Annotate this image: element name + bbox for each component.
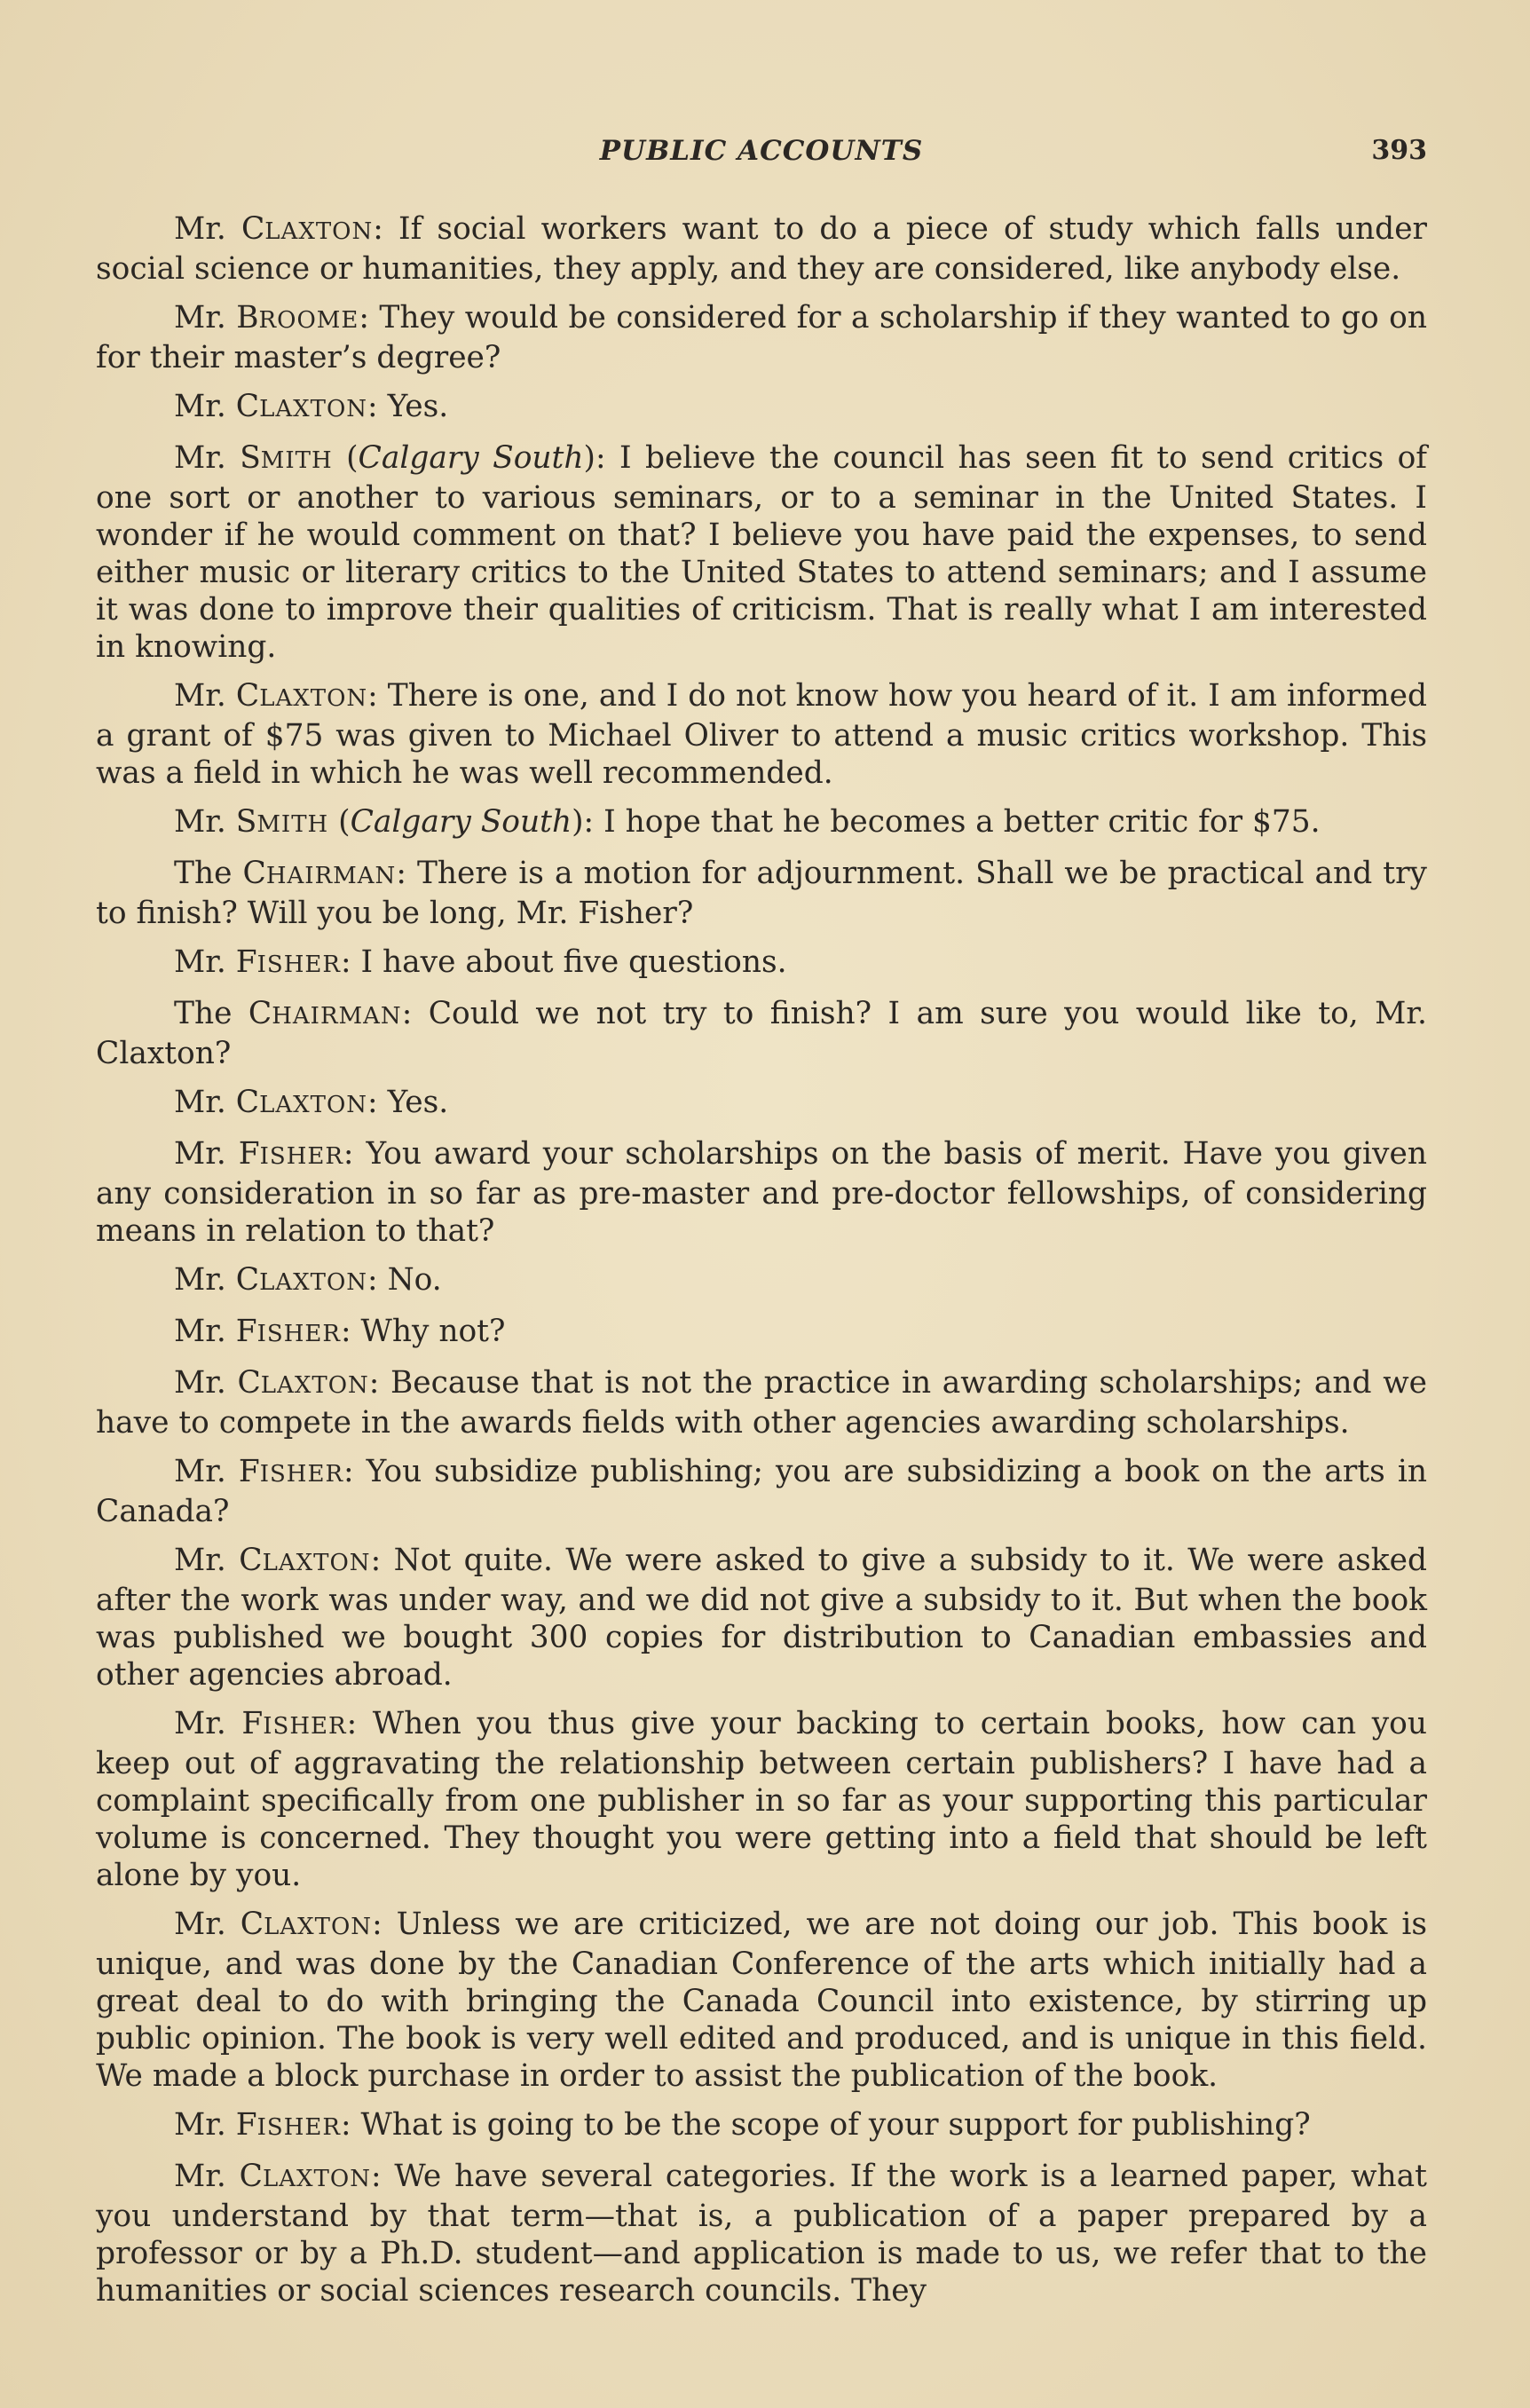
speaker-honorific: Mr. xyxy=(174,1706,226,1741)
speech-text: When you thus give your backing to certain books, how can you keep out of aggravating the relationship between certain publishers? I have had a complaint specifically from one publisher in so far as your supporting this particular volume is concerned. They thought you were getting into a field that should be left alone by you. xyxy=(96,1706,1427,1893)
speaker-initial: C xyxy=(248,996,272,1031)
speaker-honorific: Mr. xyxy=(174,389,226,424)
speaker-name: Mr. FISHER: xyxy=(174,944,361,980)
speaker-surname: ISHER xyxy=(256,1321,341,1347)
speaker-name: Mr. CLAXTON: xyxy=(174,1365,390,1401)
speaker-name: Mr. BROOME: xyxy=(174,300,380,336)
speaker-initial: C xyxy=(239,1543,263,1578)
speaker-surname: HAIRMAN xyxy=(272,1003,402,1030)
speaker-honorific: Mr. xyxy=(174,944,226,980)
speaker-name: Mr. CLAXTON: xyxy=(174,1543,394,1578)
speech-text: Because that is not the practice in awarding scholarships; and we have to compete in the awards fields with other agencies awarding scholarships. xyxy=(96,1365,1427,1441)
testimony-paragraph xyxy=(96,677,1427,792)
testimony-paragraph xyxy=(96,1906,1427,2095)
speaker-name: Mr. CLAXTON: xyxy=(174,211,398,247)
testimony-paragraph xyxy=(96,388,1427,428)
speaker-surname: ISHER xyxy=(256,951,341,978)
speaker-surname: LAXTON xyxy=(264,218,374,245)
speaker-name: The CHAIRMAN: xyxy=(174,996,429,1031)
testimony-paragraph xyxy=(96,1261,1427,1301)
speaker-surname: ISHER xyxy=(259,1461,344,1488)
speech-text: You subsidize publishing; you are subsidizing a book on the arts in Canada? xyxy=(96,1454,1427,1529)
speaker-honorific: Mr. xyxy=(174,1136,226,1172)
testimony-paragraph xyxy=(96,1084,1427,1124)
speaker-honorific: Mr. xyxy=(174,440,226,476)
speaker-initial: F xyxy=(235,944,257,980)
testimony-paragraph xyxy=(96,210,1427,288)
speaker-initial: C xyxy=(240,1907,264,1942)
speech-text: If social workers want to do a piece of study which falls under social science or humanities, they apply, and they are considered, like anybody else. xyxy=(96,211,1427,287)
speaker-name: Mr. FISHER: xyxy=(174,1706,373,1741)
speech-text: They would be considered for a scholarship if they wanted to go on for their master’s degree? xyxy=(96,300,1427,375)
speaker-surname: MITH xyxy=(260,447,333,474)
speaker-name: Mr. FISHER: xyxy=(174,1136,367,1172)
speaker-surname: LAXTON xyxy=(259,1092,368,1118)
speech-text: I hope that he becomes a better critic for $75. xyxy=(603,804,1321,840)
speech-text: You award your scholarships on the basis of merit. Have you given any consideration in so far as pre-master and pre-doctor fellowships, of considering means in relation to that? xyxy=(96,1136,1427,1249)
speaker-initial: F xyxy=(235,2107,257,2143)
speaker-initial: C xyxy=(235,1085,260,1120)
speech-text: Could we not try to finish? I am sure you would like to, Mr. Claxton? xyxy=(96,996,1427,1071)
speaker-initial: C xyxy=(235,678,260,714)
speaker-surname: ISHER xyxy=(256,2114,341,2141)
testimony-paragraph xyxy=(96,2106,1427,2146)
speaker-constituency: Calgary South xyxy=(350,804,572,840)
speaker-honorific: The xyxy=(174,996,233,1031)
testimony-paragraph xyxy=(96,2158,1427,2309)
speaker-name: Mr. SMITH (Calgary South): xyxy=(174,440,619,476)
speaker-initial: F xyxy=(238,1454,260,1489)
speaker-name: Mr. CLAXTON: xyxy=(174,1907,397,1942)
speaker-initial: C xyxy=(235,389,260,424)
speaker-surname: LAXTON xyxy=(262,1550,371,1576)
speaker-surname: ISHER xyxy=(263,1713,347,1740)
speaker-honorific: Mr. xyxy=(174,1314,226,1349)
testimony-paragraph xyxy=(96,1542,1427,1693)
speaker-honorific: Mr. xyxy=(174,1262,226,1298)
speaker-initial: C xyxy=(241,211,265,247)
speaker-initial: C xyxy=(239,2159,263,2194)
speaker-name: Mr. CLAXTON: xyxy=(174,2159,395,2194)
speaker-initial: F xyxy=(238,1136,260,1172)
speech-text: Not quite. We were asked to give a subsidy to it. We were asked after the work was under way, and we did not give a subsidy to it. But when the book was published we bought 300 copies for distribution to Canadian embassies and other agencies abroad. xyxy=(96,1543,1427,1693)
speaker-initial: S xyxy=(240,440,261,476)
speaker-honorific: Mr. xyxy=(174,2107,226,2143)
speaker-honorific: Mr. xyxy=(174,1543,226,1578)
testimony-paragraph xyxy=(96,855,1427,932)
speaker-honorific: Mr. xyxy=(174,211,226,247)
speaker-name: Mr. FISHER: xyxy=(174,1454,367,1489)
speaker-initial: B xyxy=(236,300,259,336)
speaker-honorific: Mr. xyxy=(174,1907,226,1942)
speaker-initial: S xyxy=(235,804,257,840)
running-title: PUBLIC ACCOUNTS xyxy=(599,135,924,167)
speaker-name: Mr. CLAXTON: xyxy=(174,389,388,424)
speaker-honorific: Mr. xyxy=(174,804,226,840)
speech-text: Yes. xyxy=(387,1085,449,1120)
body-text xyxy=(96,210,1427,2321)
speaker-honorific: Mr. xyxy=(174,1085,226,1120)
speaker-initial: C xyxy=(237,1365,261,1401)
speaker-surname: LAXTON xyxy=(260,1372,369,1399)
speaker-initial: F xyxy=(241,1706,264,1741)
testimony-paragraph xyxy=(96,1313,1427,1353)
speaker-surname: LAXTON xyxy=(264,1914,373,1940)
speech-text: We have several categories. If the work is a learned paper, what you understand by that term—that is, a publication of a paper prepared by a professor or by a Ph.D. student—and application is made to us, we refer that to the humanities or social sciences research councils. They xyxy=(96,2159,1427,2309)
speaker-honorific: Mr. xyxy=(174,1454,226,1489)
speaker-initial: F xyxy=(235,1314,257,1349)
speech-text: I believe the council has seen fit to send critics of one sort or another to various seminars, or to a seminar in the United States. I wonder if he would comment on that? I believe you have paid the expenses, to send either music or literary critics to the United States to attend seminars; and I assume it was done to improve their qualities of criticism. That is really what I am interested in knowing. xyxy=(96,440,1427,665)
speaker-initial: C xyxy=(242,856,266,891)
speech-text: There is one, and I do not know how you heard of it. I am informed a grant of $75 was given to Michael Oliver to attend a music critics workshop. This was a field in which he was well recommended. xyxy=(96,678,1427,791)
speaker-name: Mr. FISHER: xyxy=(174,1314,361,1349)
testimony-paragraph xyxy=(96,1453,1427,1530)
speech-text: I have about five questions. xyxy=(360,944,787,980)
testimony-paragraph xyxy=(96,1705,1427,1894)
testimony-paragraph xyxy=(96,995,1427,1072)
running-head xyxy=(96,135,1427,179)
speaker-surname: LAXTON xyxy=(259,396,368,422)
testimony-paragraph xyxy=(96,1364,1427,1441)
speaker-name: Mr. CLAXTON: xyxy=(174,678,388,714)
speaker-surname: HAIRMAN xyxy=(265,863,397,889)
speaker-honorific: Mr. xyxy=(174,300,226,336)
testimony-paragraph xyxy=(96,299,1427,376)
speaker-surname: LAXTON xyxy=(259,685,368,712)
speech-text: Yes. xyxy=(387,389,449,424)
speaker-surname: LAXTON xyxy=(259,1269,368,1296)
speech-text: What is going to be the scope of your support for publishing? xyxy=(360,2107,1311,2143)
speech-text: No. xyxy=(387,1262,442,1298)
page-number: 393 xyxy=(1371,135,1427,166)
speaker-surname: MITH xyxy=(256,811,329,838)
speaker-honorific: Mr. xyxy=(174,678,226,714)
testimony-paragraph xyxy=(96,943,1427,983)
speaker-name: Mr. CLAXTON: xyxy=(174,1262,388,1298)
speaker-name: Mr. SMITH (Calgary South): xyxy=(174,804,604,840)
speaker-surname: ISHER xyxy=(259,1143,343,1170)
speaker-surname: ROOME xyxy=(258,307,359,334)
speaker-name: Mr. CLAXTON: xyxy=(174,1085,388,1120)
speaker-honorific: Mr. xyxy=(174,1365,226,1401)
speaker-name: Mr. FISHER: xyxy=(174,2107,361,2143)
speaker-constituency: Calgary South xyxy=(358,440,584,476)
speaker-honorific: Mr. xyxy=(174,2159,226,2194)
testimony-paragraph xyxy=(96,803,1427,843)
speech-text: There is a motion for adjournment. Shall we be practical and try to finish? Will you be long, Mr. Fisher? xyxy=(96,856,1427,931)
speech-text: Unless we are criticized, we are not doing our job. This book is unique, and was done by the Canadian Conference of the arts which initially had a great deal to do with bringing the Canada Council into existence, by stirring up public opinion. The book is very well edited and produced, and is unique in this field. We made a block purchase in order to assist the publication of the book. xyxy=(96,1907,1427,2094)
speaker-surname: LAXTON xyxy=(262,2166,371,2192)
speech-text: Why not? xyxy=(360,1314,506,1349)
speaker-initial: C xyxy=(235,1262,260,1298)
testimony-paragraph xyxy=(96,439,1427,666)
speaker-name: The CHAIRMAN: xyxy=(174,856,417,891)
speaker-honorific: The xyxy=(174,856,233,891)
testimony-paragraph xyxy=(96,1135,1427,1250)
